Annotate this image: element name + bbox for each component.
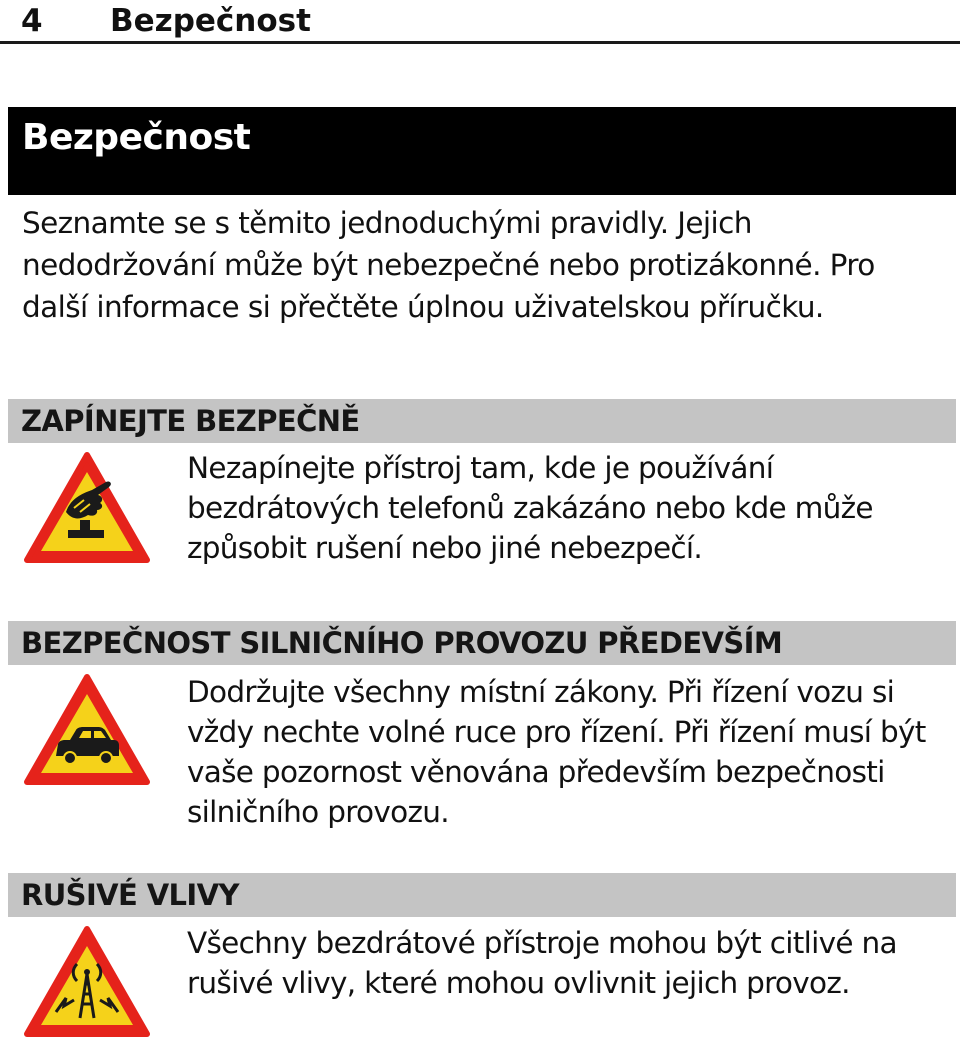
car-warning-icon	[22, 672, 152, 788]
section-title: Bezpečnost	[22, 117, 251, 158]
intro-paragraph: Seznamte se s těmito jednoduchými pravidly. Jejich nedodržování může být nebezpečné nebo protizákonné. Pro další informace si přečtěte úplnou uživatelskou příručku.	[22, 206, 875, 324]
page-header	[0, 0, 960, 44]
switch-on-hand-warning-icon	[22, 450, 152, 566]
section-title-banner	[8, 107, 956, 195]
header-title: Bezpečnost	[110, 3, 311, 39]
topic-text-road-safety: Dodržujte všechny místní zákony. Při řízení vozu si vždy nechte volné ruce pro řízení. Při řízení musí být vaše pozornost věnována především bezpečnosti silničního provozu.	[187, 675, 926, 829]
topic-text-interference: Všechny bezdrátové přístroje mohou být citlivé na rušivé vlivy, které mohou ovlivnit jejich provoz.	[187, 926, 897, 1000]
topic-text-switch-on: Nezapínejte přístroj tam, kde je používání bezdrátových telefonů zakázáno nebo kde může způsobit rušení nebo jiné nebezpečí.	[187, 451, 873, 565]
topic-heading-bar-interference	[8, 873, 956, 917]
topic-heading: BEZPEČNOST SILNIČNÍHO PROVOZU PŘEDEVŠÍM	[21, 626, 783, 660]
topic-heading: RUŠIVÉ VLIVY	[21, 878, 239, 912]
topic-heading: ZAPÍNEJTE BEZPEČNĚ	[21, 404, 360, 438]
page-number: 4	[21, 3, 43, 39]
topic-heading-bar-switch-on	[8, 399, 956, 443]
interference-antenna-warning-icon	[22, 924, 152, 1040]
topic-heading-bar-road-safety	[8, 621, 956, 665]
